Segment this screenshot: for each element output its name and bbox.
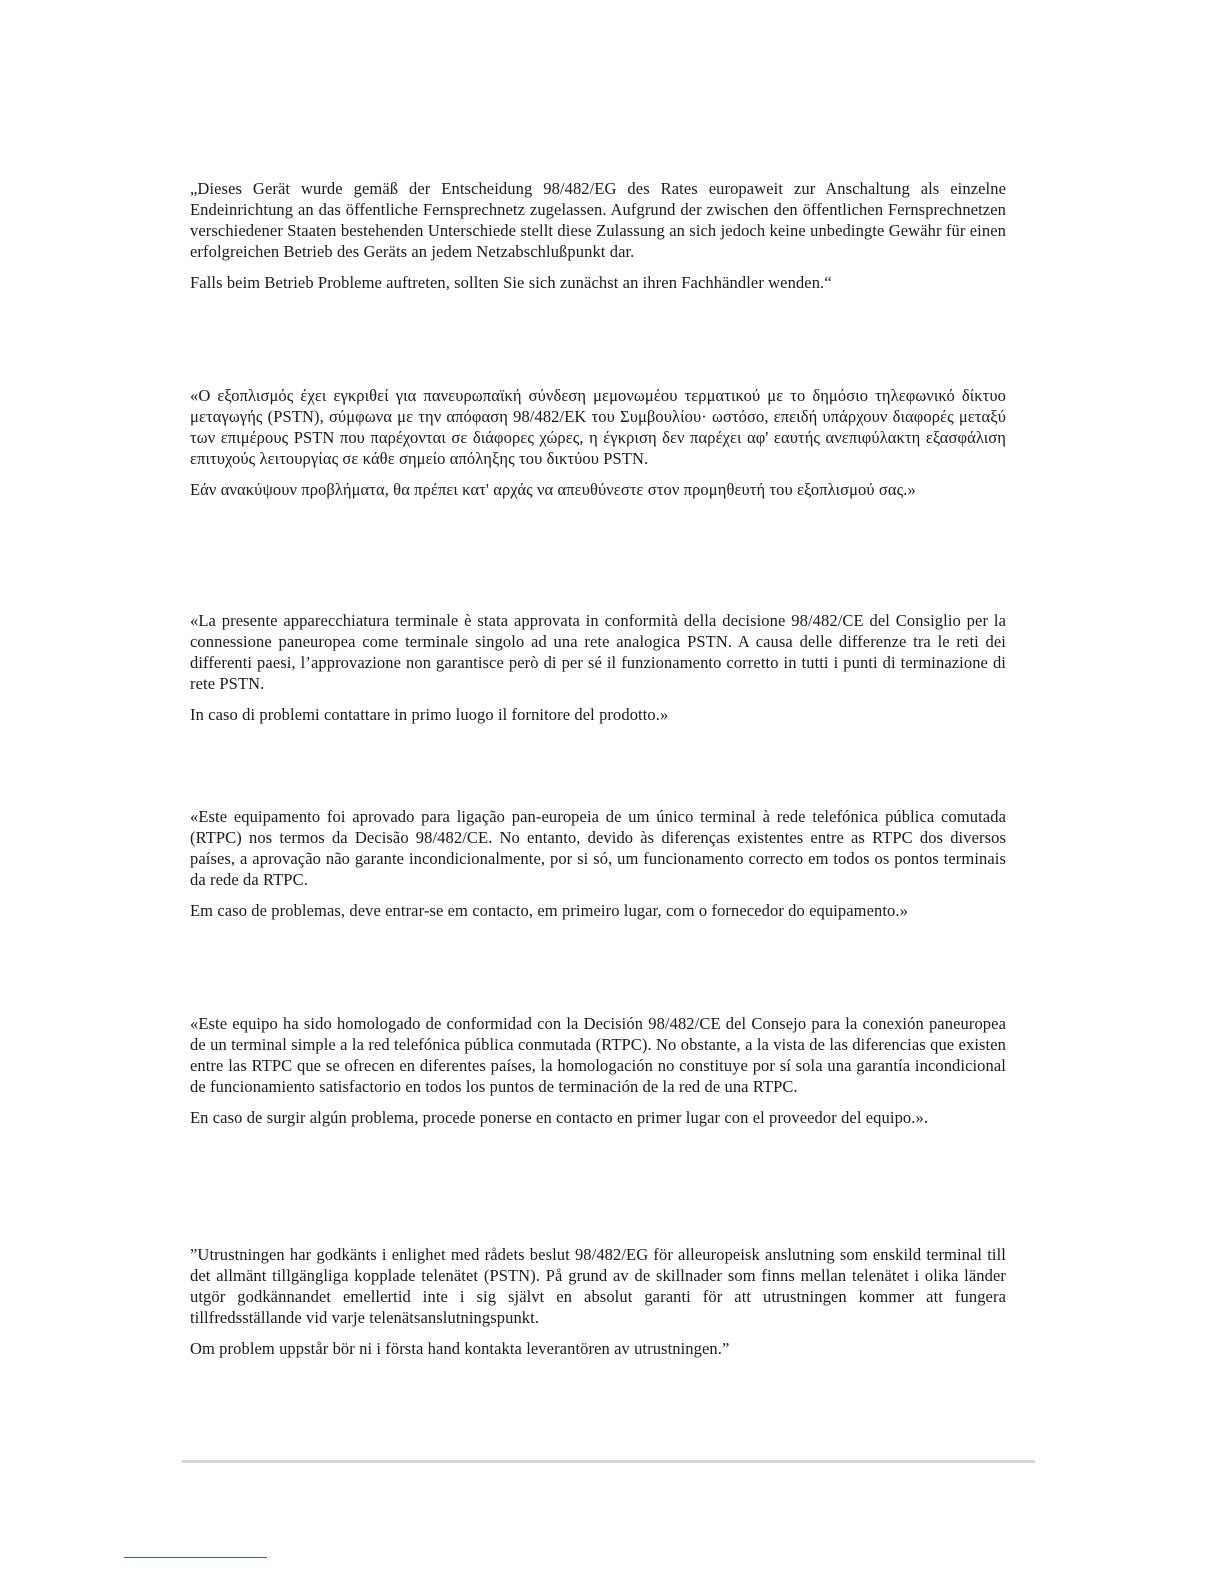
notice-swedish-paragraph-1: ”Utrustningen har godkänts i enlighet med rådets beslut 98/482/EG för alleuropeisk anslutning som enskild terminal till det allmänt tillgängliga kopplade telenätet (PSTN). På grund av de skillnader som finns mellan telenätet i olika länder utgör godkännandet emellertid inte i sig självt en absolut garanti för att utrustningen kommer att fungera tillfredsställande vid varje telenätsanslutningspunkt.: [190, 1245, 1006, 1327]
notice-spanish-paragraph-1: «Este equipo ha sido homologado de conformidad con la Decisión 98/482/CE del Consejo para la conexión paneuropea de un terminal simple a la red telefónica pública conmutada (RTPC). No obstante, a la vista de las diferencias que existen entre las RTPC que se ofrecen en diferentes países, la homologación no constituye por sí sola una garantía incondicional de funcionamiento satisfactorio en todos los puntos de terminación de la red de una RTPC.: [190, 1014, 1006, 1096]
notice-german-paragraph-2: Falls beim Betrieb Probleme auftreten, sollten Sie sich zunächst an ihren Fachhändler wenden.“: [190, 273, 832, 292]
notice-greek-paragraph-2: Εάν ανακύψουν προβλήματα, θα πρέπει κατ' αρχάς να απευθύνεστε στον προμηθευτή του εξοπλισμού σας.»: [190, 480, 916, 499]
notice-spanish-paragraph-2: En caso de surgir algún problema, procede ponerse en contacto en primer lugar con el proveedor del equipo.».: [190, 1108, 929, 1127]
notice-portuguese-paragraph-2: Em caso de problemas, deve entrar-se em contacto, em primeiro lugar, com o fornecedor do equipamento.»: [190, 901, 908, 920]
notice-greek: [190, 385, 1006, 500]
footnote-divider: [124, 1557, 267, 1558]
notice-spanish: [190, 1013, 1006, 1128]
notice-swedish-paragraph-2: Om problem uppstår bör ni i första hand kontakta leverantören av utrustningen.”: [190, 1339, 730, 1358]
notice-swedish: [190, 1244, 1006, 1359]
notice-portuguese: [190, 806, 1006, 921]
notice-italian: [190, 610, 1006, 725]
notice-german-paragraph-1: „Dieses Gerät wurde gemäß der Entscheidung 98/482/EG des Rates europaweit zur Anschaltung als einzelne Endeinrichtung an das öffentliche Fernsprechnetz zugelassen. Aufgrund der zwischen den öffentlichen Fernsprechnetzen verschiedener Staaten bestehenden Unterschiede stellt diese Zulassung an sich jedoch keine unbedingte Gewähr für einen erfolgreichen Betrieb des Geräts an jedem Netzabschlußpunkt dar.: [190, 179, 1006, 261]
notice-portuguese-paragraph-1: «Este equipamento foi aprovado para ligação pan-europeia de um único terminal à rede telefónica pública comutada (RTPC) nos termos da Decisão 98/482/CE. No entanto, devido às diferenças existentes entre as RTPC dos diversos países, a aprovação não garante incondicionalmente, por si só, um funcionamento correcto em todos os pontos terminais da rede da RTPC.: [190, 807, 1006, 889]
notice-italian-paragraph-1: «La presente apparecchiatura terminale è stata approvata in conformità della decisione 98/482/CE del Consiglio per la connessione paneuropea come terminale singolo ad una rete analogica PSTN. A causa delle differenze tra le reti dei differenti paesi, l’approvazione non garantisce però di per sé il funzionamento corretto in tutti i punti di terminazione di rete PSTN.: [190, 611, 1006, 693]
notice-german: [190, 178, 1006, 293]
notice-italian-paragraph-2: In caso di problemi contattare in primo luogo il fornitore del prodotto.»: [190, 705, 669, 724]
page-bottom-divider: [182, 1460, 1035, 1463]
notice-greek-paragraph-1: «Ο εξοπλισμός έχει εγκριθεί για πανευρωπαϊκή σύνδεση μεμονωμέου τερματικού με το δημόσιο τηλεφωνικό δίκτυο μεταγωγής (PSTN), σύμφωνα με την απόφαση 98/482/ΕΚ του Συμβουλίου· ωστόσο, επειδή υπάρχουν διαφορές μεταξύ των επιμέρους PSTN που παρέχονται σε διάφορες χώρες, η έγκριση δεν παρέχει αφ' εαυτής ανεπιφύλακτη εξασφάλιση επιτυχούς λειτουργίας σε κάθε σημείο απόληξης του δικτύου PSTN.: [190, 386, 1006, 468]
